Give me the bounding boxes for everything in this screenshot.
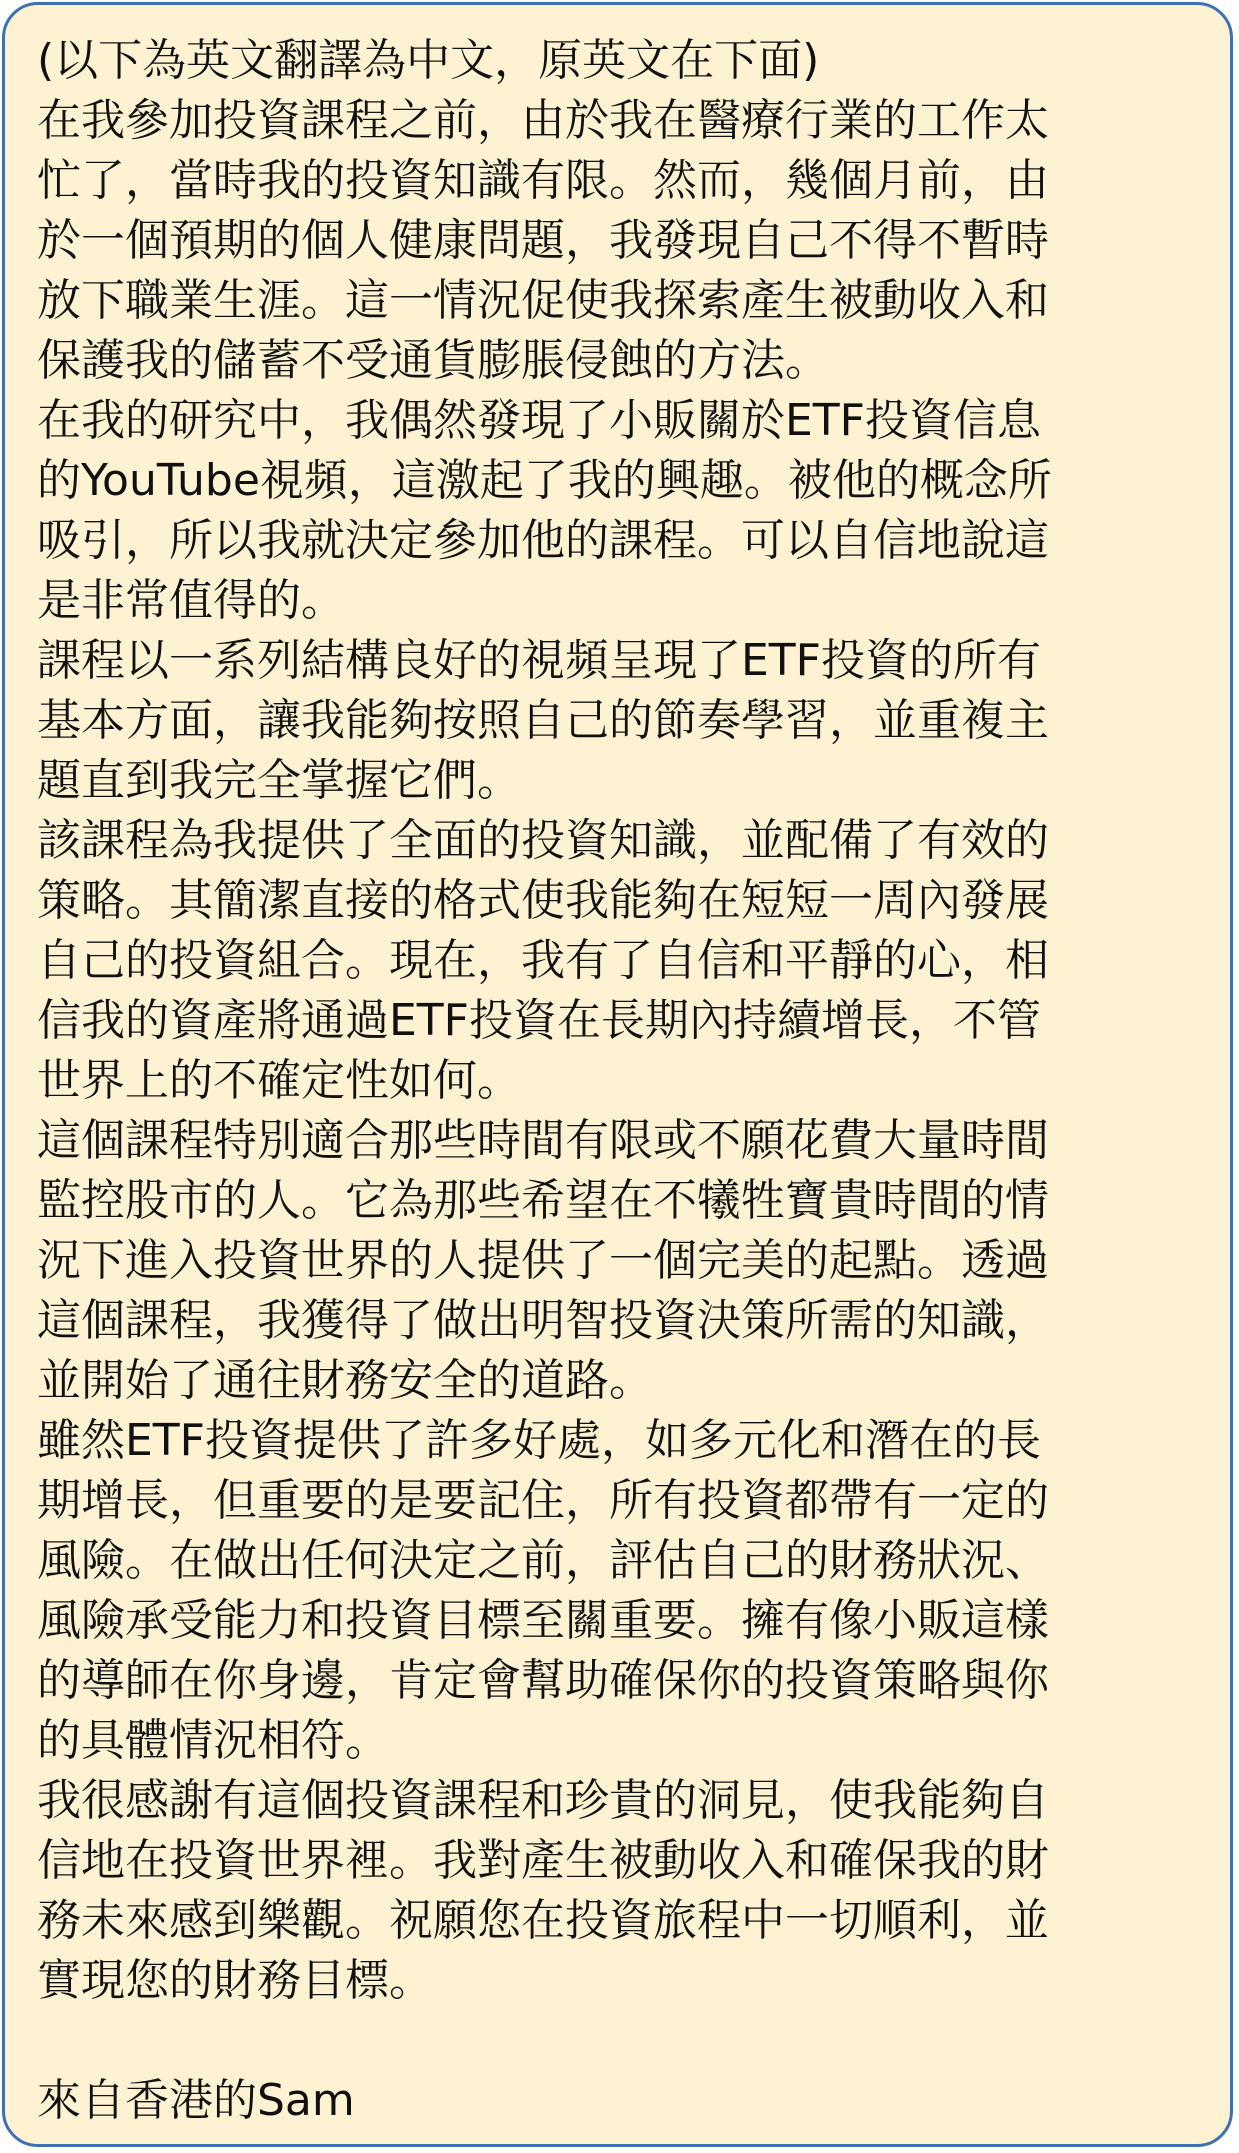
testimonial-card xyxy=(2,2,1233,2147)
text-line: 並開始了通往財務安全的道路。 xyxy=(37,1355,653,1406)
text-line: 自己的投資組合。現在，我有了自信和平靜的心，相 xyxy=(37,935,1049,986)
text-line: 這個課程特別適合那些時間有限或不願花費大量時間 xyxy=(37,1115,1049,1166)
text-line: 於一個預期的個人健康問題，我發現自己不得不暫時 xyxy=(37,215,1049,266)
text-line: 該課程為我提供了全面的投資知識，並配備了有效的 xyxy=(37,815,1049,866)
text-line: 風險。在做出任何決定之前，評估自己的財務狀況、 xyxy=(37,1535,1049,1586)
text-line: 信地在投資世界裡。我對產生被動收入和確保我的財 xyxy=(37,1835,1049,1886)
text-line: 的YouTube視頻，這激起了我的興趣。被他的概念所 xyxy=(37,455,1052,506)
translation-note: (以下為英文翻譯為中文，原英文在下面) xyxy=(37,35,820,86)
text-line: 信我的資產將通過ETF投資在長期內持續增長，不管 xyxy=(37,995,1041,1046)
text-line: 在我的研究中，我偶然發現了小販關於ETF投資信息 xyxy=(37,395,1041,446)
signature: 來自香港的Sam xyxy=(37,2075,355,2126)
text-line: 基本方面，讓我能夠按照自己的節奏學習，並重複主 xyxy=(37,695,1049,746)
text-line: 務未來感到樂觀。祝願您在投資旅程中一切順利，並 xyxy=(37,1895,1049,1946)
blank-line xyxy=(37,2011,1194,2071)
text-line: 雖然ETF投資提供了許多好處，如多元化和潛在的長 xyxy=(37,1415,1041,1466)
text-line: 忙了，當時我的投資知識有限。然而，幾個月前，由 xyxy=(37,155,1049,206)
text-line: 在我參加投資課程之前，由於我在醫療行業的工作太 xyxy=(37,95,1049,146)
text-line: 課程以一系列結構良好的視頻呈現了ETF投資的所有 xyxy=(37,635,1041,686)
text-line: 這個課程，我獲得了做出明智投資決策所需的知識， xyxy=(37,1295,1049,1346)
text-line: 放下職業生涯。這一情況促使我探索產生被動收入和 xyxy=(37,275,1049,326)
text-line: 保護我的儲蓄不受通貨膨脹侵蝕的方法。 xyxy=(37,335,829,386)
text-line: 策略。其簡潔直接的格式使我能夠在短短一周內發展 xyxy=(37,875,1049,926)
text-line: 監控股市的人。它為那些希望在不犧牲寶貴時間的情 xyxy=(37,1175,1049,1226)
text-line: 的具體情況相符。 xyxy=(37,1715,389,1766)
testimonial-text xyxy=(37,31,1194,2126)
text-line: 況下進入投資世界的人提供了一個完美的起點。透過 xyxy=(37,1235,1049,1286)
text-line: 吸引，所以我就決定參加他的課程。可以自信地說這 xyxy=(37,515,1049,566)
text-line: 題直到我完全掌握它們。 xyxy=(37,755,521,806)
text-line: 我很感謝有這個投資課程和珍貴的洞見，使我能夠自 xyxy=(37,1775,1049,1826)
text-line: 世界上的不確定性如何。 xyxy=(37,1055,521,1106)
text-line: 實現您的財務目標。 xyxy=(37,1955,433,2006)
text-line: 的導師在你身邊，肯定會幫助確保你的投資策略與你 xyxy=(37,1655,1049,1706)
text-line: 是非常值得的。 xyxy=(37,575,345,626)
text-line: 期增長，但重要的是要記住，所有投資都帶有一定的 xyxy=(37,1475,1049,1526)
text-line: 風險承受能力和投資目標至關重要。擁有像小販這樣 xyxy=(37,1595,1049,1646)
